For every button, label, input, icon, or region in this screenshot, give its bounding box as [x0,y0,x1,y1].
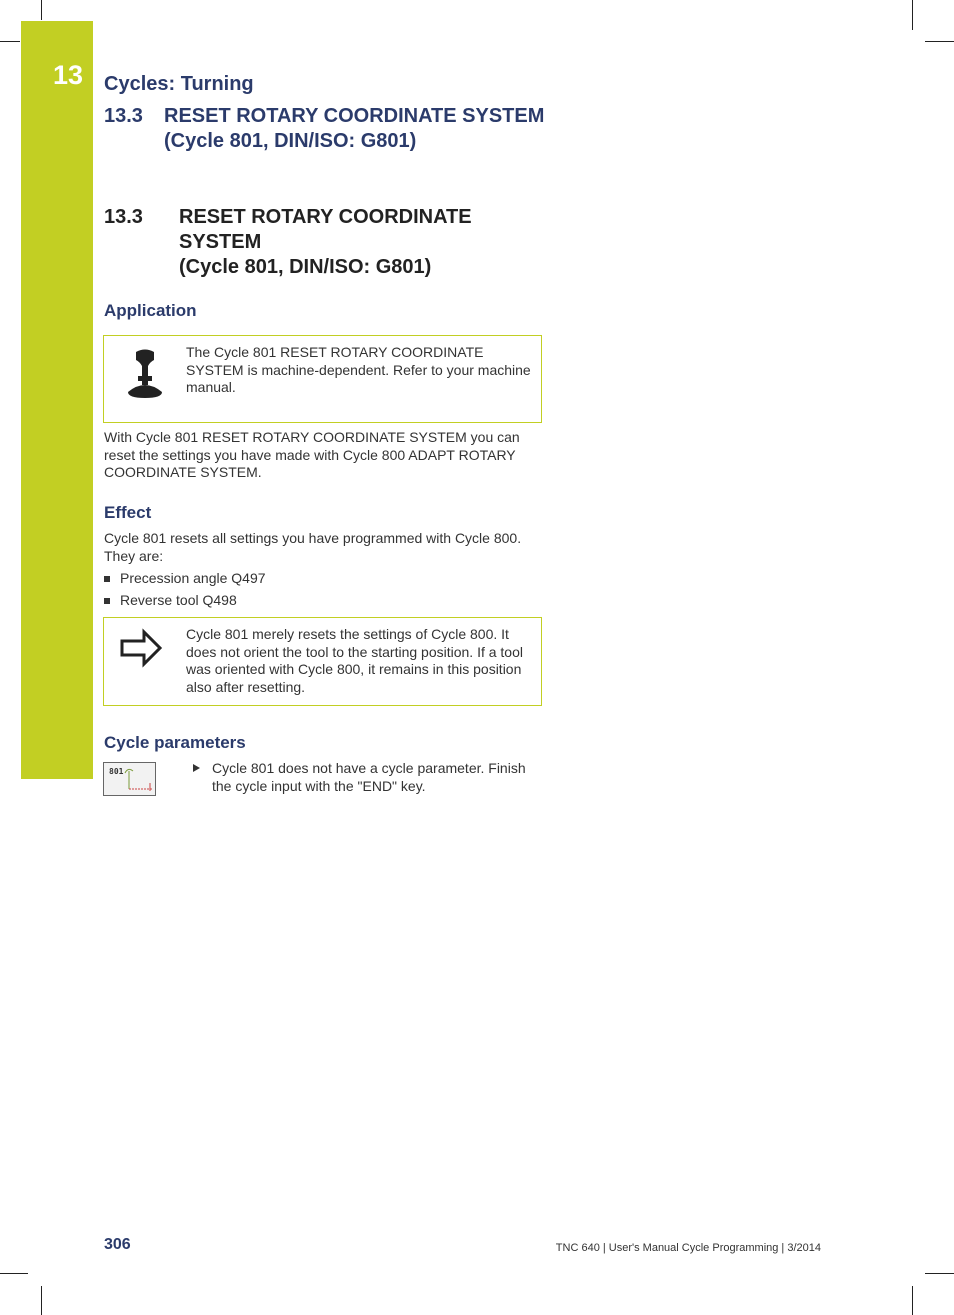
application-heading: Application [104,301,197,320]
running-header-title-line1: RESET ROTARY COORDINATE SYSTEM [164,105,545,127]
bullet-square-icon [104,576,110,582]
crop-mark [0,1273,28,1274]
running-header-number: 13.3 [104,105,143,127]
list-item [104,570,266,586]
crop-mark [925,41,954,42]
section-number: 13.3 [104,206,143,228]
effect-heading: Effect [104,503,152,522]
crop-mark [912,0,913,30]
application-body: With Cycle 801 RESET ROTARY COORDINATE SYSTEM you can reset the settings you have made with Cycle 800 ADAPT ROTARY COORDINATE SYSTEM. [104,429,520,480]
section-title-line3: (Cycle 801, DIN/ISO: G801) [179,256,432,278]
running-header-title-line2: (Cycle 801, DIN/ISO: G801) [164,130,417,152]
note-divider [186,617,542,618]
crop-mark [41,0,42,20]
cycle-801-softkey[interactable] [103,762,156,796]
chapter-number: 13 [53,60,84,90]
chapter-sidebar [21,21,93,779]
note-divider [186,335,542,336]
footer-text: TNC 640 | User's Manual Cycle Programming | 3/2014 [555,1242,821,1254]
bullet-square-icon [104,598,110,604]
machine-note-box [103,335,542,423]
info-note-box [103,617,542,706]
section-title-line2: SYSTEM [179,231,262,253]
crop-mark [0,41,20,42]
crop-mark [41,1286,42,1315]
arrow-right-icon [116,628,166,673]
crop-mark [912,1286,913,1315]
section-title-line1: RESET ROTARY COORDINATE [179,206,472,228]
page-number: 306 [104,1236,131,1253]
softkey-label: 801 [109,767,124,776]
section-title [104,205,544,285]
running-header-section [104,104,544,154]
step-arrow-icon [193,764,200,772]
list-item [104,592,237,608]
cycle-parameters-heading: Cycle parameters [104,733,246,752]
step-text: Cycle 801 does not have a cycle parameter. Finish the cycle input with the "END" key. [212,760,526,794]
list-item-text: Reverse tool Q498 [120,592,237,608]
machine-note-text: The Cycle 801 RESET ROTARY COORDINATE SYSTEM is machine-dependent. Refer to your machine manual. [186,344,531,395]
chapter-title: Cycles: Turning [104,73,254,95]
effect-body: Cycle 801 resets all settings you have programmed with Cycle 800. They are: [104,530,522,564]
info-note-text: Cycle 801 merely resets the settings of Cycle 800. It does not orient the tool to the starting position. If a tool was oriented with Cycle 800, it remains in this position also after resetting. [186,626,523,695]
machine-icon [116,348,174,405]
list-item-text: Precession angle Q497 [120,570,266,586]
crop-mark [925,1273,954,1274]
